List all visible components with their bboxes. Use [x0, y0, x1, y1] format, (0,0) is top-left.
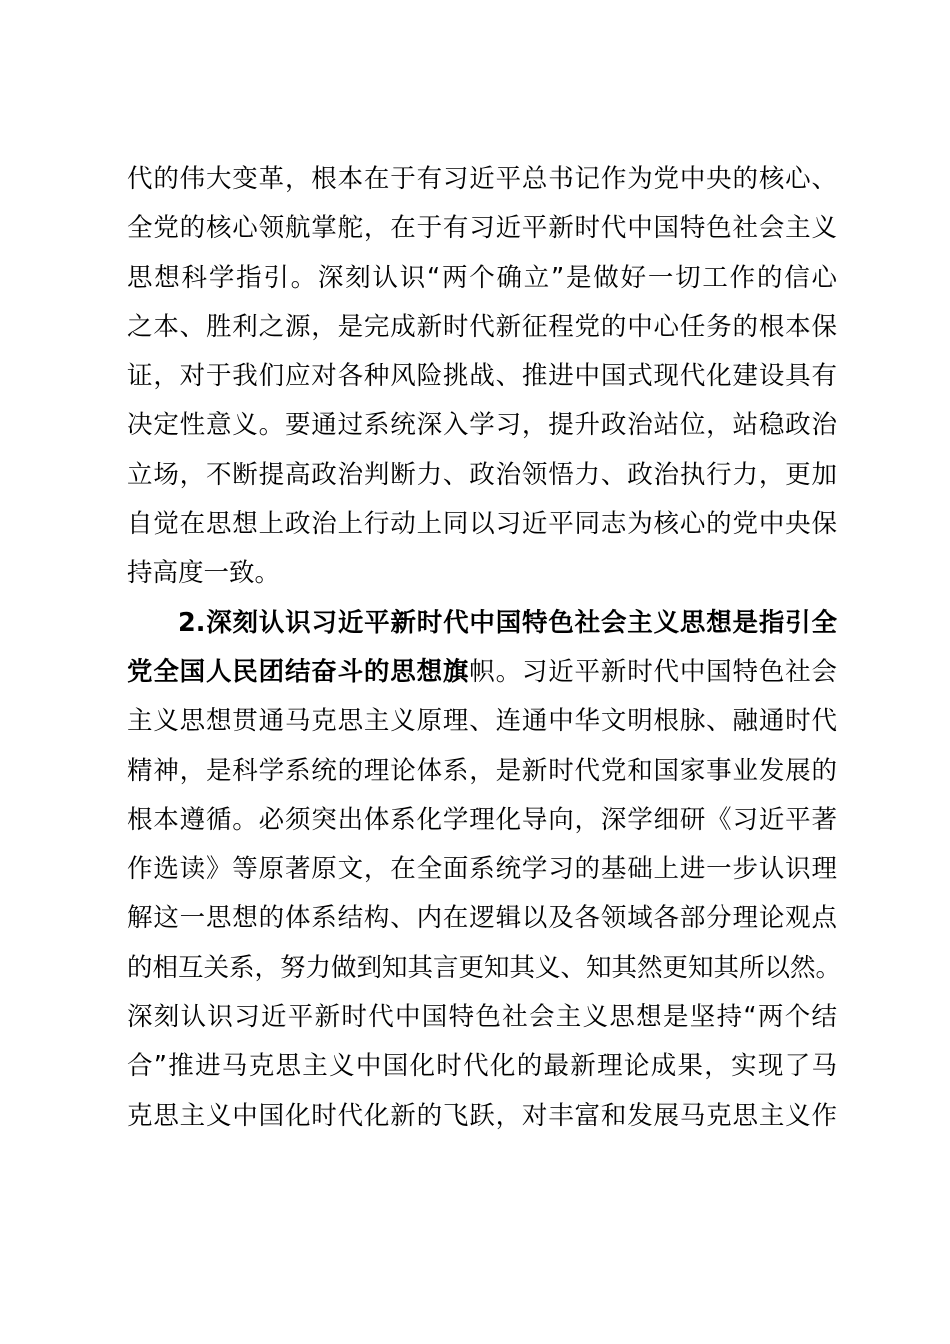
- text-line: 自觉在思想上政治上行动上同以习近平同志为核心的党中央保: [127, 509, 837, 540]
- text-line: 全党的核心领航掌舵，在于有习近平新时代中国特色社会主义: [127, 213, 837, 244]
- text-line: 之本、胜利之源，是完成新时代新征程党的中心任务的根本保: [127, 311, 837, 342]
- text-line: 解这一思想的体系结构、内在逻辑以及各领域各部分理论观点: [127, 903, 837, 934]
- text-line: 根本遵循。必须突出体系化学理化导向，深学细研《习近平著: [127, 804, 837, 835]
- text-line: 代的伟大变革，根本在于有习近平总书记作为党中央的核心、: [127, 164, 837, 194]
- text-line: 克思主义中国化时代化新的飞跃，对丰富和发展马克思主义作: [127, 1100, 837, 1131]
- text-line: 持高度一致。: [127, 558, 281, 589]
- text-line: 精神，是科学系统的理论体系，是新时代党和国家事业发展的: [127, 755, 837, 786]
- text-line: 思想科学指引。深刻认识“两个确立”是做好一切工作的信心: [127, 262, 837, 293]
- section-heading: 2.深刻认识习近平新时代中国特色社会主义思想是指引全: [178, 607, 837, 638]
- text-line: 决定性意义。要通过系统深入学习，提升政治站位，站稳政治: [127, 410, 837, 441]
- text-line: 深刻认识习近平新时代中国特色社会主义思想是坚持“两个结: [127, 1002, 837, 1033]
- text-line: 作选读》等原著原文，在全面系统学习的基础上进一步认识理: [127, 854, 837, 885]
- text-line: 立场，不断提高政治判断力、政治领悟力、政治执行力，更加: [127, 459, 837, 490]
- text-line: 主义思想贯通马克思主义原理、连通中华文明根脉、融通时代: [127, 706, 837, 737]
- section-heading-continuation: [127, 648, 837, 697]
- paragraph-start: 帜。习近平新时代中国特色社会: [469, 656, 837, 687]
- text-line: 合”推进马克思主义中国化时代化的最新理论成果，实现了马: [127, 1051, 837, 1082]
- body-text: [127, 155, 842, 1141]
- section-heading-end: 党全国人民团结奋斗的思想旗: [127, 656, 470, 687]
- text-line: 的相互关系，努力做到知其言更知其义、知其然更知其所以然。: [127, 952, 842, 983]
- text-line: 证，对于我们应对各种风险挑战、推进中国式现代化建设具有: [127, 361, 837, 392]
